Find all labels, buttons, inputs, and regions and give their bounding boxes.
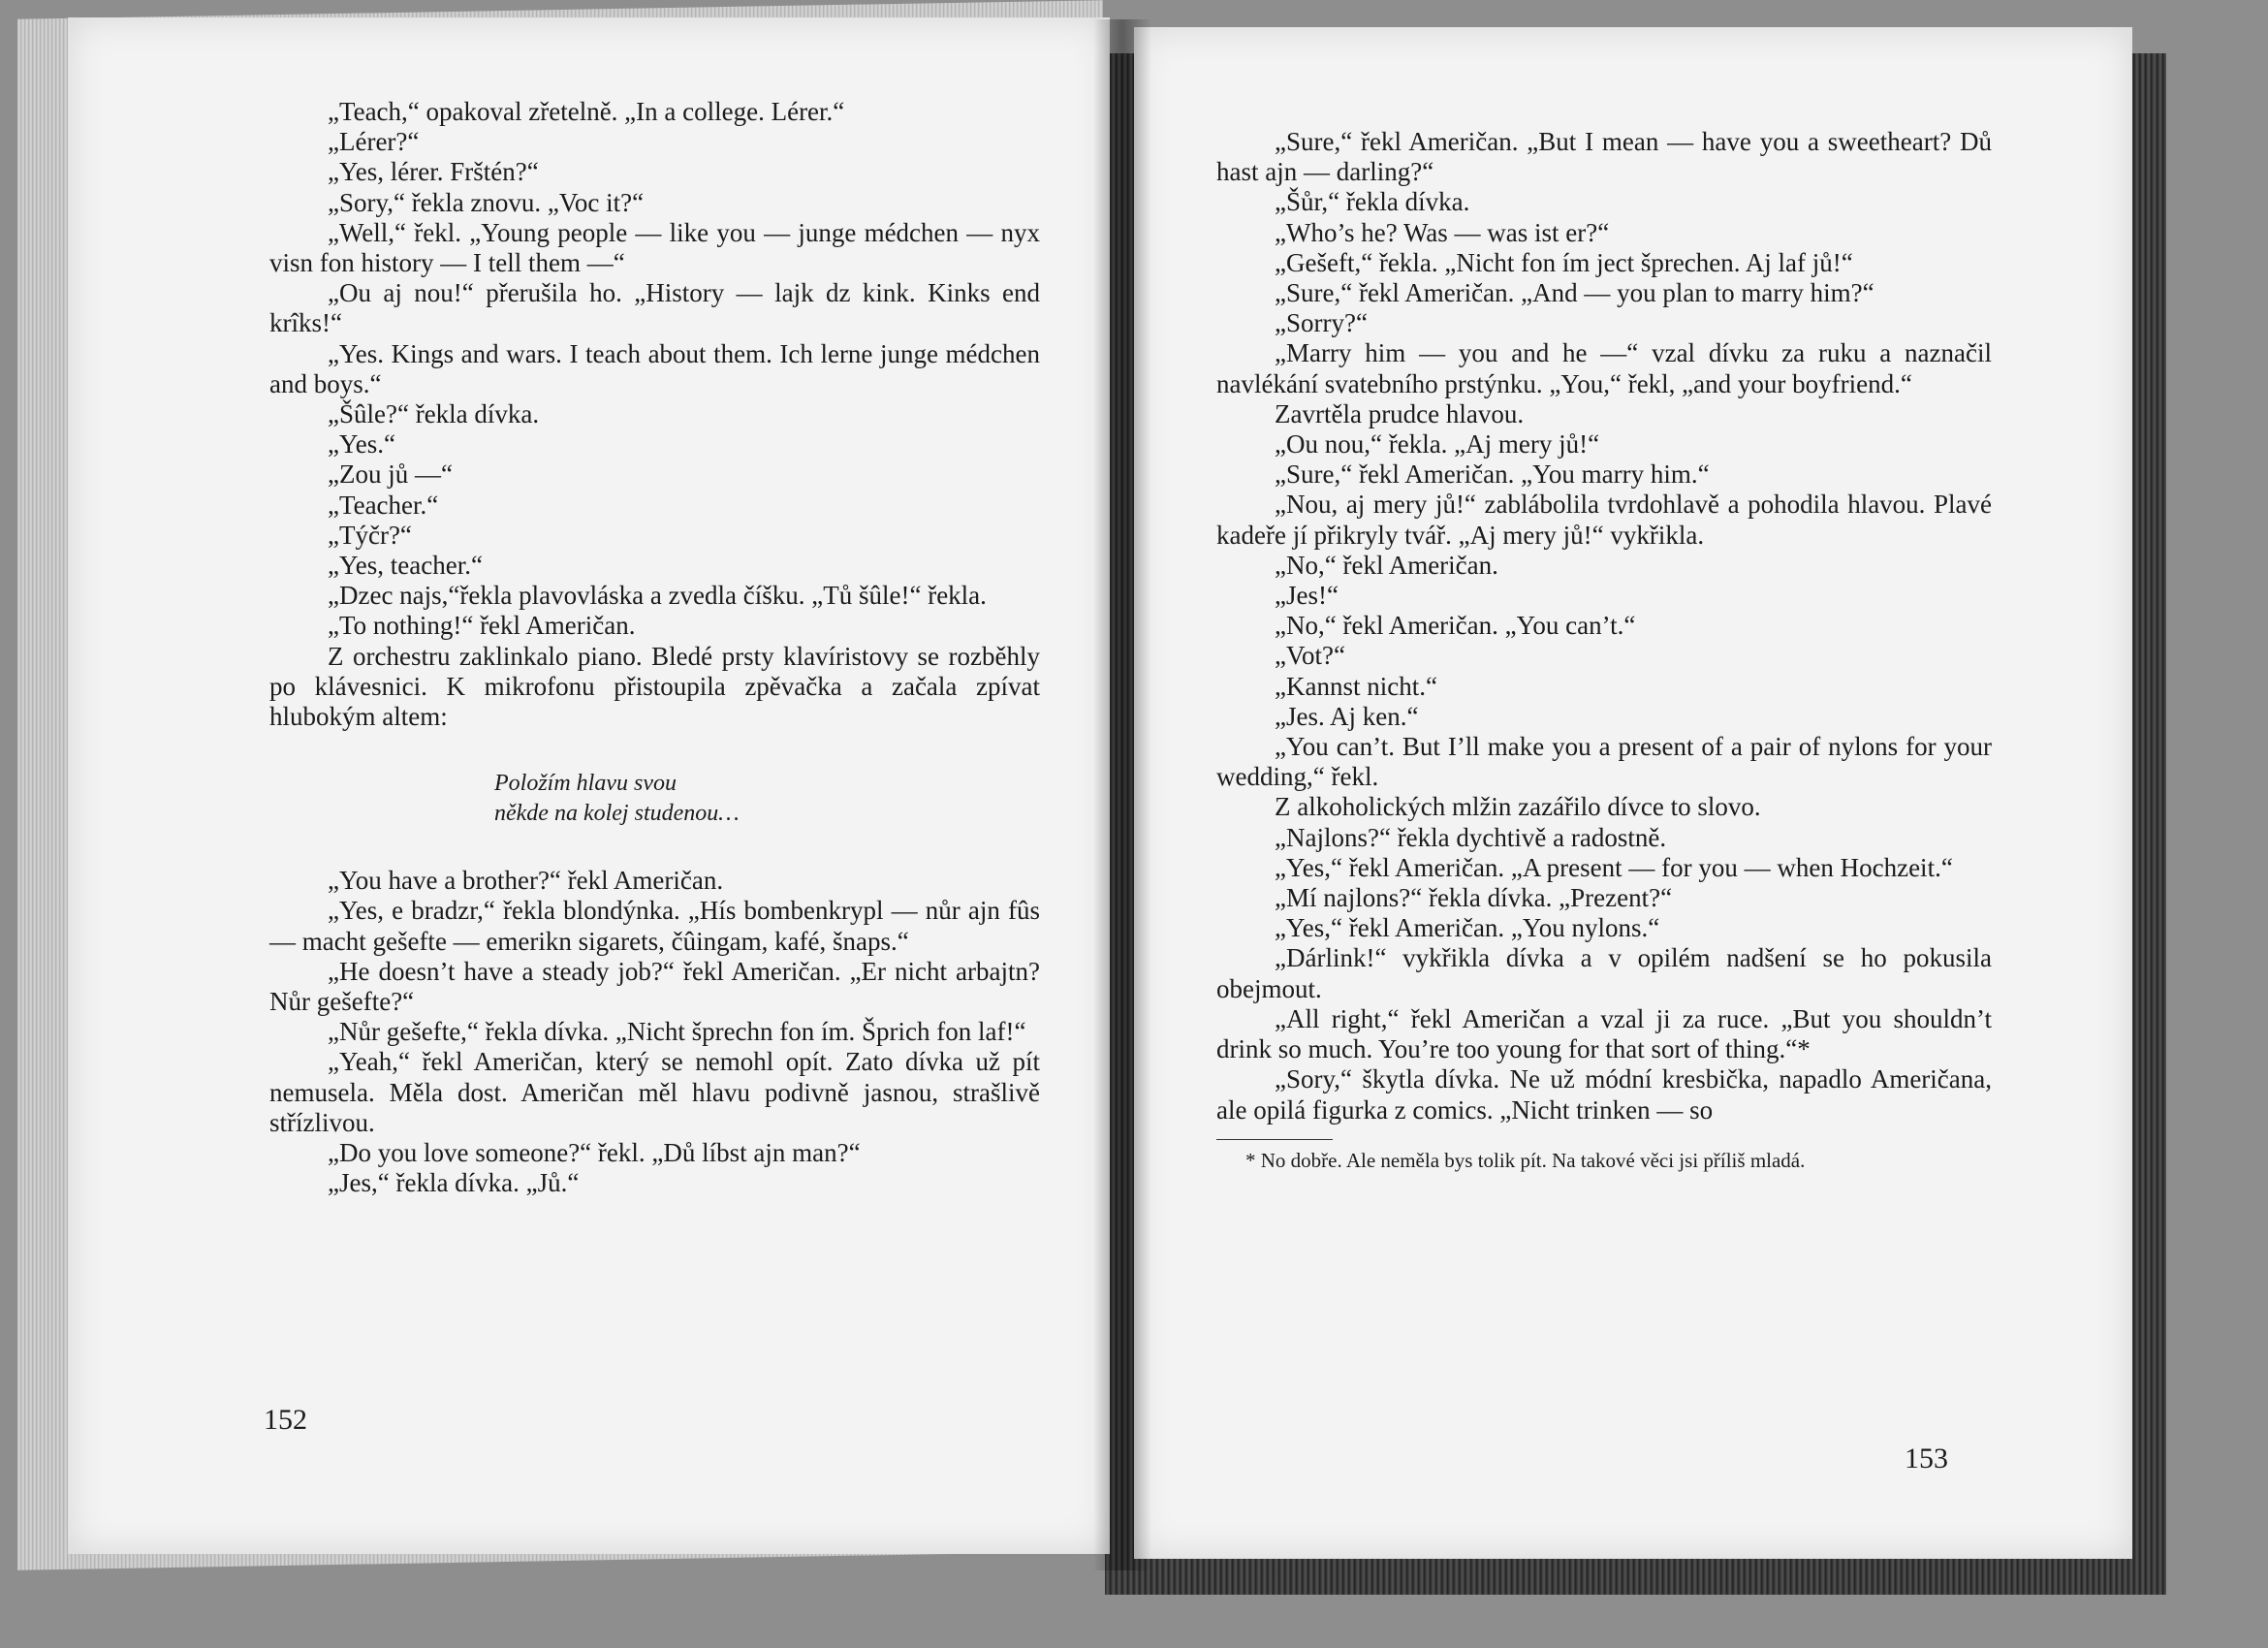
paragraph: „Šûle?“ řekla dívka.: [328, 399, 540, 429]
paragraph: „Sure,“ řekl Američan. „You marry him.“: [1275, 460, 1710, 490]
paragraph: „Well,“ řekl. „Young people — like you — junge médchen — nyx visn fon history — I tell them —“: [269, 217, 1040, 278]
paragraph: „Yes,“ řekl Američan. „You nylons.“: [1275, 913, 1660, 943]
footnote: * No dobře. Ale neměla bys tolik pít. Na takové věci jsi příliš mladá.: [1245, 1148, 1806, 1172]
paragraph: „Zou jů —“: [328, 460, 453, 490]
poem-line: někde na kolej studenou…: [494, 801, 740, 827]
paragraph: „Najlons?“ řekla dychtivě a radostně.: [1275, 822, 1667, 852]
paragraph: „Sure,“ řekl Američan. „And — you plan to marry him?“: [1275, 278, 1874, 308]
paragraph: „Yes, teacher.“: [328, 551, 483, 581]
paragraph: Z orchestru zaklinkalo piano. Bledé prsty klavíristovy se rozběhly po klávesnici. K mikrofonu přistoupila zpěvačka a začala zpívat hlubokým altem:: [269, 641, 1040, 732]
paragraph: „Yeah,“ řekl Američan, který se nemohl opít. Zato dívka už pít nemusela. Měla dost. Američan měl hlavu podivně jasnou, strašlivě střízlivou.: [269, 1047, 1040, 1137]
paragraph: „Yes.“: [328, 429, 396, 460]
paragraph: „You can’t. But I’ll make you a present of a pair of nylons for your wedding,“ řekl.: [1216, 732, 1992, 792]
paragraph: „Do you love someone?“ řekl. „Dů líbst ajn man?“: [328, 1138, 861, 1168]
paragraph: „Ou nou,“ řekla. „Aj mery jů!“: [1275, 429, 1600, 460]
paragraph: „Yes, lérer. Frštén?“: [328, 157, 539, 187]
paragraph: „Nou, aj mery jů!“ zablábolila tvrdohlavě a pohodila hlavou. Plavé kadeře jí přikryly tvář. „Aj mery jů!“ vykřikla.: [1216, 490, 1992, 550]
paragraph: „Lérer?“: [328, 127, 420, 157]
paragraph: „Sory,“ řekla znovu. „Voc it?“: [328, 187, 645, 217]
paragraph: „Yes,“ řekl Američan. „A present — for you — when Hochzeit.“: [1275, 852, 1953, 882]
paragraph: „Sorry?“: [1275, 308, 1368, 338]
page-number-right: 153: [1905, 1442, 1948, 1474]
paragraph: „Teacher.“: [328, 490, 439, 520]
paragraph: „Teach,“ opakoval zřetelně. „In a college. Lérer.“: [328, 97, 845, 126]
left-paragraphs: [269, 97, 1040, 732]
paragraph: „No,“ řekl Američan.: [1275, 550, 1498, 580]
right-page-text: [1216, 127, 1992, 1173]
paragraph: „Jes!“: [1275, 581, 1339, 611]
page-number-left: 152: [264, 1404, 307, 1436]
poem: [494, 769, 1040, 829]
paragraph: „Yes. Kings and wars. I teach about them. Ich lerne junge médchen and boys.“: [269, 338, 1040, 398]
paragraph: Z alkoholických mlžin zazářilo dívce to slovo.: [1275, 792, 1761, 822]
paragraph: „All right,“ řekl Američan a vzal ji za ruce. „But you shouldn’t drink so much. You’re too young for that sort of thing.“*: [1216, 1003, 1992, 1064]
paragraph: „He doesn’t have a steady job?“ řekl Američan. „Er nicht arbajtn? Nůr gešefte?“: [269, 956, 1040, 1017]
paragraph: „Dárlink!“ vykřikla dívka a v opilém nadšení se ho pokusila obejmout.: [1216, 943, 1992, 1003]
paragraph: „You have a brother?“ řekl Američan.: [328, 866, 724, 896]
paragraph: „Dzec najs,“řekla plavovláska a zvedla číšku. „Tů šûle!“ řekla.: [328, 581, 987, 611]
paragraph: „Kannst nicht.“: [1275, 671, 1437, 701]
paragraph: „Vot?“: [1275, 641, 1345, 671]
left-page-text: [269, 97, 1040, 1199]
paragraph: „No,“ řekl Američan. „You can’t.“: [1275, 611, 1636, 641]
paragraph: „Nůr gešefte,“ řekla dívka. „Nicht šprechn fon ím. Šprich fon laf!“: [328, 1017, 1026, 1047]
left-paragraphs-after-poem: [269, 866, 1040, 1198]
right-paragraphs: [1216, 127, 1992, 1125]
book-gutter: [1093, 19, 1151, 1570]
paragraph: „Jes. Aj ken.“: [1275, 701, 1419, 731]
paragraph: „Jes,“ řekla dívka. „Jů.“: [328, 1168, 580, 1198]
paragraph: „To nothing!“ řekl Američan.: [328, 611, 636, 641]
poem-line: Položím hlavu svou: [494, 771, 677, 797]
paragraph: „Sory,“ škytla dívka. Ne už módní kresbička, napadlo Američana, ale opilá figurka z comics. „Nicht trinken — so: [1216, 1064, 1992, 1125]
paragraph: „Ou aj nou!“ přerušila ho. „History — lajk dz kink. Kinks end krîks!“: [269, 278, 1040, 338]
paragraph: „Yes, e bradzr,“ řekla blondýnka. „Hís bombenkrypl — nůr ajn fûs — macht gešefte — emerikn sigarets, čûingam, kafé, šnaps.“: [269, 896, 1040, 956]
paragraph: „Týčr?“: [328, 520, 412, 550]
paragraph: „Gešeft,“ řekla. „Nicht fon ím ject šprechen. Aj laf jů!“: [1275, 247, 1853, 277]
footnote-rule: [1216, 1139, 1333, 1140]
paragraph: „Sure,“ řekl Američan. „But I mean — have you a sweetheart? Dů hast ajn — darling?“: [1216, 127, 1992, 187]
paragraph: Zavrtěla prudce hlavou.: [1275, 398, 1525, 428]
paragraph: „Šůr,“ řekla dívka.: [1275, 187, 1470, 217]
paragraph: „Marry him — you and he —“ vzal dívku za ruku a naznačil navlékání svatebního prstýnku. „You,“ řekl, „and your boyfriend.“: [1216, 338, 1992, 398]
paragraph: „Who’s he? Was — was ist er?“: [1275, 217, 1610, 247]
paragraph: „Mí najlons?“ řekla dívka. „Prezent?“: [1275, 883, 1673, 913]
